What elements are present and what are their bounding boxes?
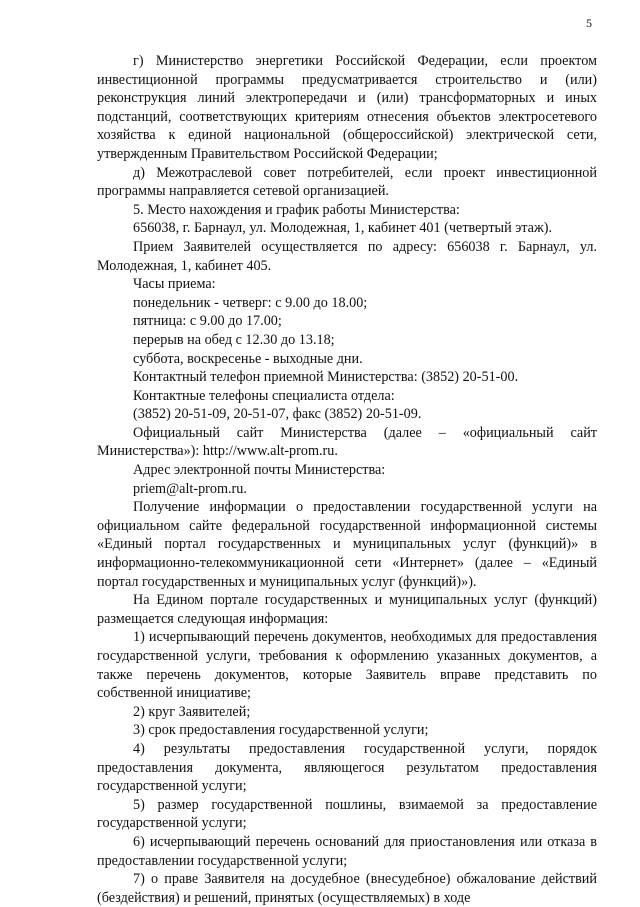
paragraph-reception-phone: Контактный телефон приемной Министерства: (3852) 20-51-00. — [133, 369, 519, 386]
paragraph-hours-mon-thu: понедельник - четверг: с 9.00 до 18.00; — [133, 294, 368, 311]
paragraph-email-heading: Адрес электронной почты Министерства: — [133, 462, 386, 479]
paragraph-address: 656038, г. Барнаул, ул. Молодежная, 1, кабинет 401 (четвертый этаж). — [133, 220, 553, 237]
paragraph-consumer-council: д) Межотраслевой совет потребителей, если проект инвестиционной программы направляется сетевой организацией. — [97, 164, 597, 200]
paragraph-portal-info: Получение информации о предоставлении государственной услуги на официальном сайте федеральной государственной информационной системы «Единый портал государственных и муниципальных услуг (функций)» в информационно-телекоммуникационной сети «Интернет» (далее – «Единый портал государственных и муниципальных услуг (функций)»). — [97, 499, 597, 590]
paragraph-email: priem@alt-prom.ru. — [133, 480, 247, 497]
paragraph-specialist-phones-heading: Контактные телефоны специалиста отдела: — [133, 387, 395, 404]
paragraph-official-site: Официальный сайт Министерства (далее – «официальный сайт Министерства»): http://www.alt-prom.ru. — [97, 424, 597, 460]
paragraph-portal-contents: На Едином портале государственных и муниципальных услуг (функций) размещается следующая информация: — [97, 592, 597, 627]
page-number: 5 — [586, 16, 592, 30]
paragraph-specialist-phones: (3852) 20-51-09, 20-51-07, факс (3852) 20-51-09. — [133, 406, 422, 423]
paragraph-lunch-break: перерыв на обед с 12.30 до 13.18; — [133, 331, 335, 348]
paragraph-hours-fri: пятница: с 9.00 до 17.00; — [133, 313, 282, 330]
paragraph-location-heading: 5. Место нахождения и график работы Министерства: — [133, 201, 460, 218]
paragraph-ministry-energy: г) Министерство энергетики Российской Федерации, если проектом инвестиционной программы предусматривается строительство и (или) реконструкция линий электропередачи и (или) трансформаторных и иных подстанций, соответствующих критериям отнесения объектов электросетевого хозяйства к единой национальной (общероссийской) электрической сети, утвержденным Правительством Российской Федерации; — [97, 53, 597, 162]
list-item-5: 5) размер государственной пошлины, взимаемой за предоставление государственной услуги; — [97, 796, 597, 832]
list-item-6: 6) исчерпывающий перечень оснований для приостановления или отказа в предоставлении государственной услуги; — [97, 833, 597, 869]
paragraph-hours-heading: Часы приема: — [133, 276, 216, 293]
list-item-1: 1) исчерпывающий перечень документов, необходимых для предоставления государственной услуги, требования к оформлению указанных документов, а также перечень документов, которые Заявитель вправе представить по собственной инициативе; — [97, 629, 597, 702]
list-item-2: 2) круг Заявителей; — [133, 703, 251, 720]
list-item-4: 4) результаты предоставления государственной услуги, порядок предоставления документа, являющегося результатом предоставления государственной услуги; — [97, 740, 597, 795]
list-item-7: 7) о праве Заявителя на досудебное (внесудебное) обжалование действий (бездействия) и решений, принятых (осуществляемых) в ходе — [97, 871, 597, 906]
list-item-3: 3) срок предоставления государственной услуги; — [133, 722, 429, 739]
document-body — [97, 52, 597, 907]
paragraph-reception-address: Прием Заявителей осуществляется по адресу: 656038 г. Барнаул, ул. Молодежная, 1, кабинет 405. — [97, 238, 597, 274]
paragraph-weekend: суббота, воскресенье - выходные дни. — [133, 350, 363, 367]
